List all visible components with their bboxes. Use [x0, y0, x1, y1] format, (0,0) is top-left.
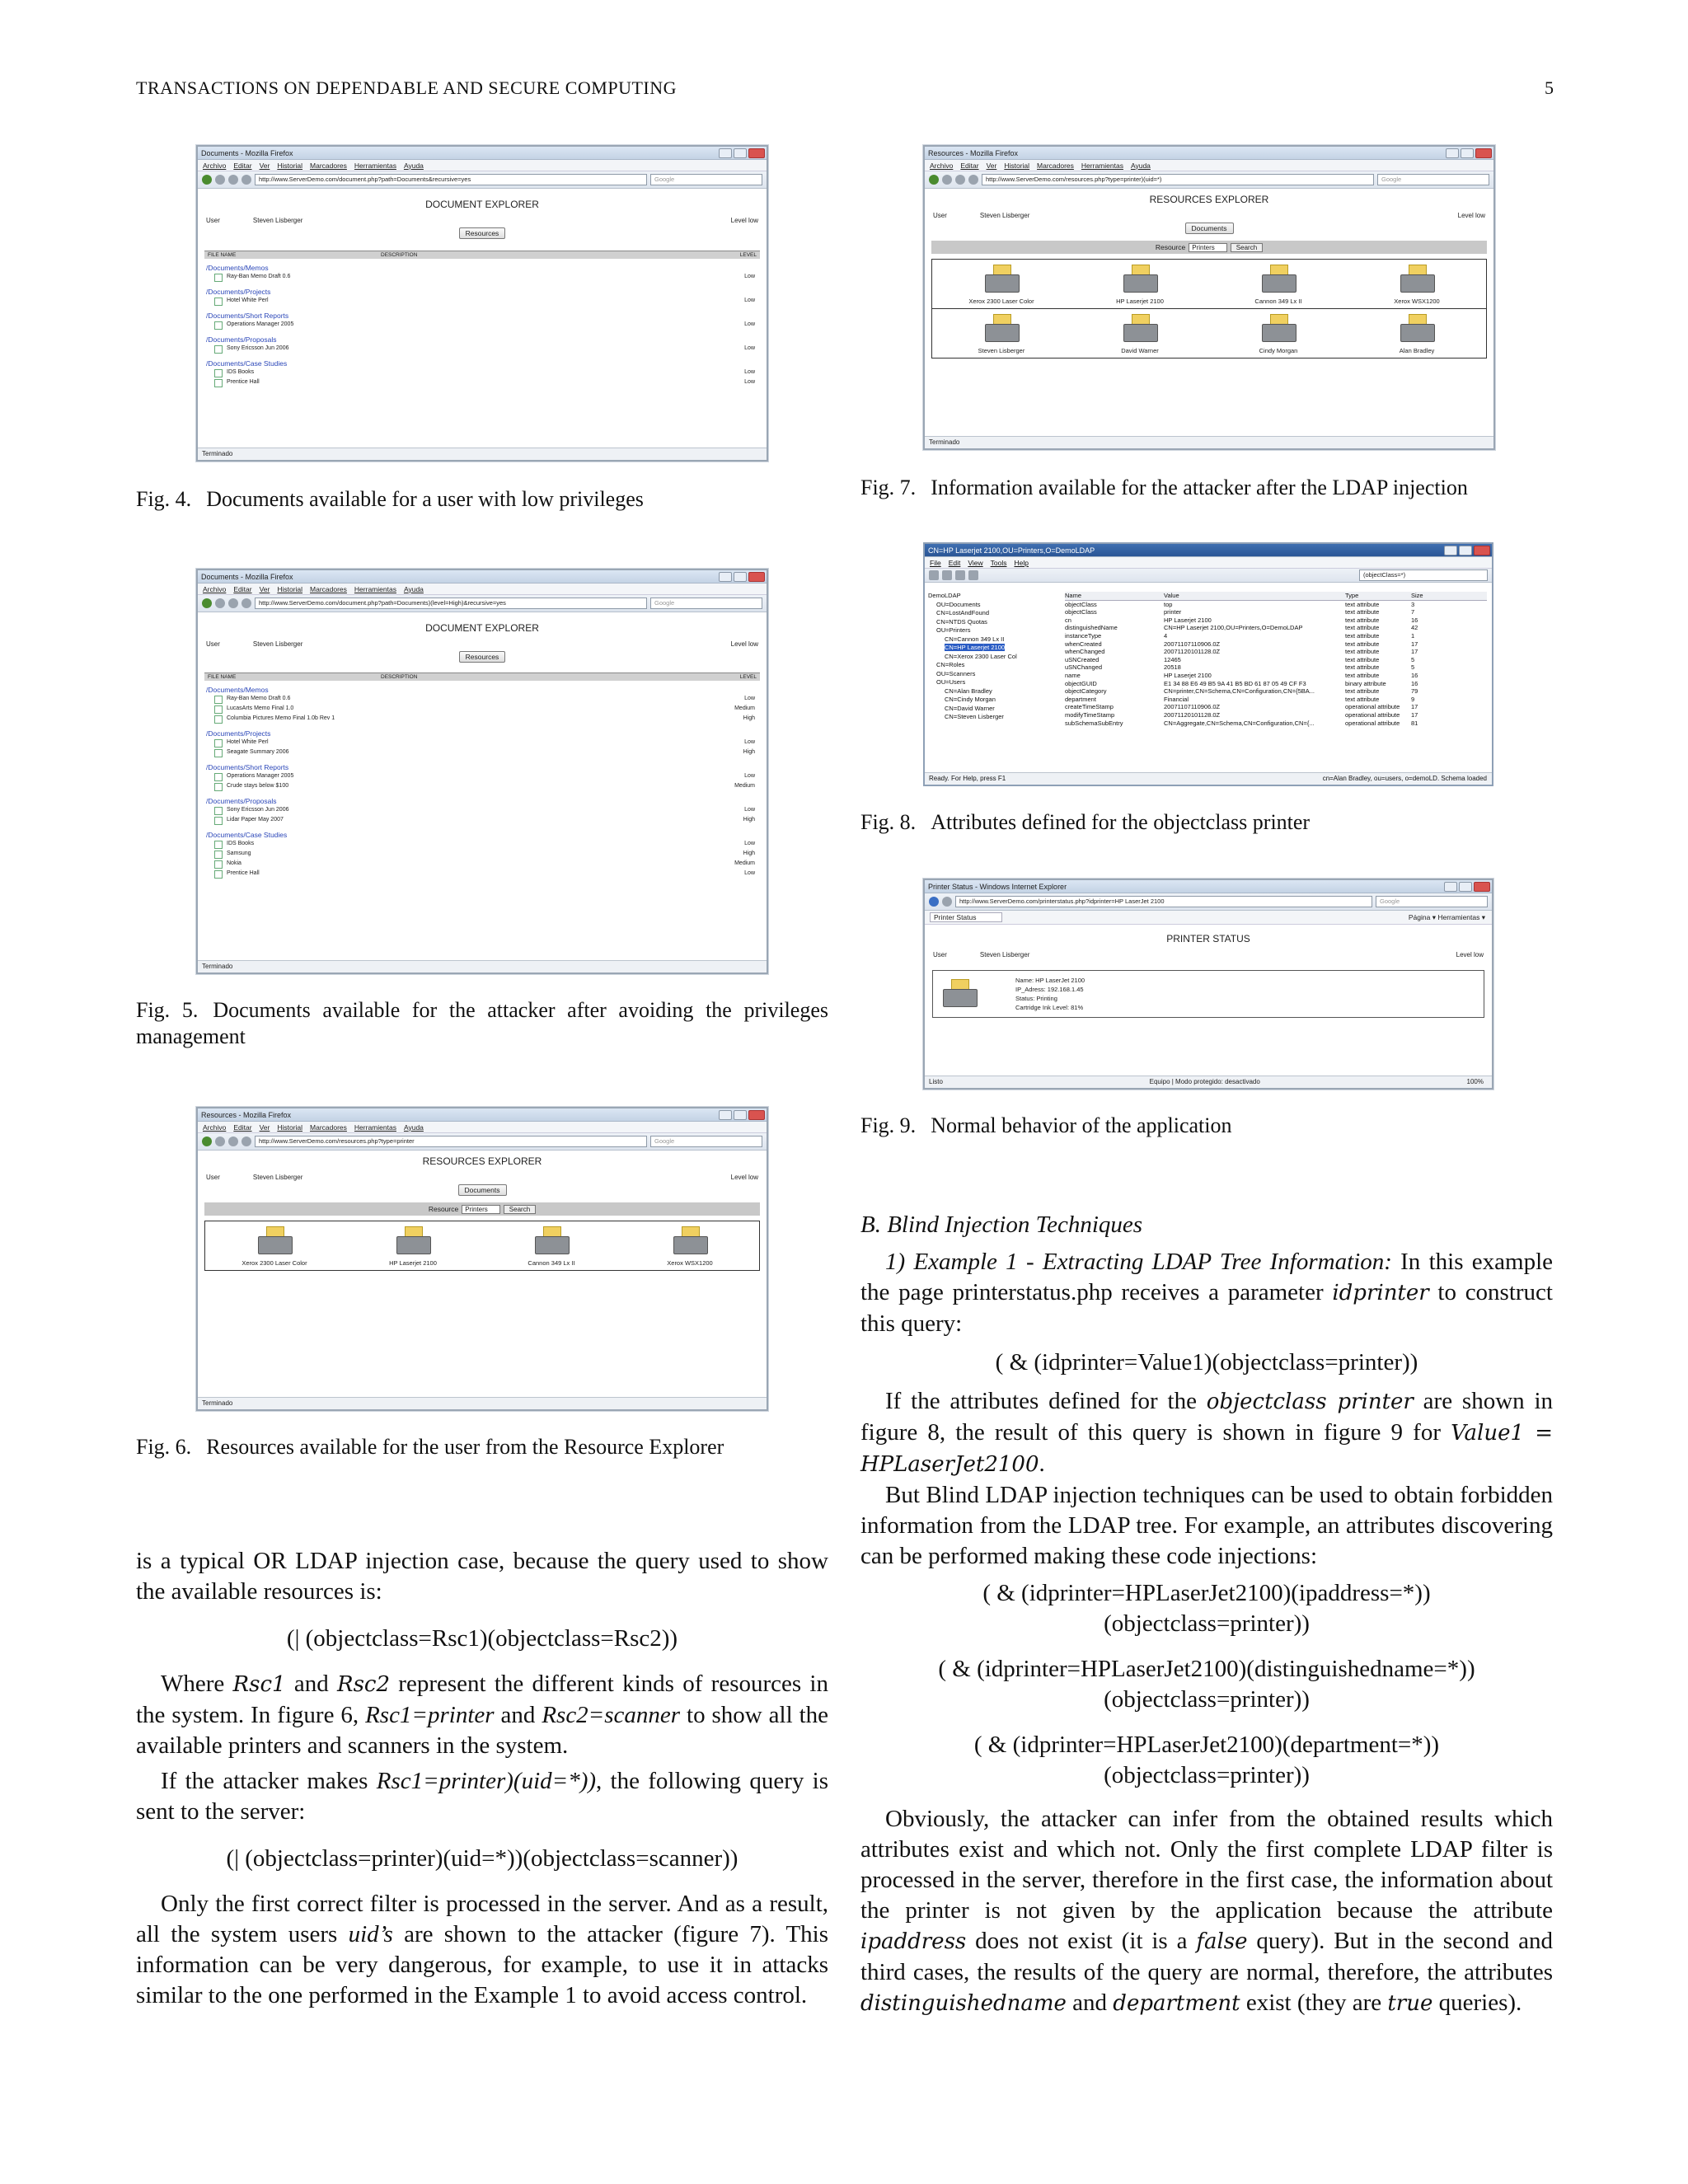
printer-item[interactable]: Xerox 2300 Laser Color	[952, 265, 1051, 305]
search-button[interactable]: Search	[504, 1205, 536, 1214]
table-row[interactable]: uSNChanged 20518 text attribute 5	[1065, 663, 1415, 672]
document-icon	[214, 860, 223, 869]
back-icon[interactable]	[929, 175, 939, 185]
journal-header: TRANSACTIONS ON DEPENDABLE AND SECURE COMPUTING	[136, 77, 678, 98]
tree-node[interactable]: CN=NTDS Quotas	[936, 617, 987, 626]
ie-toolbar[interactable]: Página ▾ Herramientas ▾	[1408, 912, 1485, 921]
printer-icon	[1399, 265, 1435, 294]
tree-node[interactable]: OU=Scanners	[936, 669, 976, 677]
minimize-button[interactable]	[719, 1110, 732, 1120]
window-title: Resources - Mozilla Firefox	[928, 148, 1019, 157]
folder-link[interactable]: /Documents/Memos	[206, 686, 269, 694]
menu-marcadores[interactable]: Marcadores	[310, 161, 347, 170]
list-item: Sony Ericsson Jun 2006 Low	[204, 806, 760, 816]
paragraph: Where Rsc1 and Rsc2 represent the different kinds of resources in the system. In figure 6, Rsc1=printer and Rsc2=scanner to show all the available printers and scanners in the system.	[136, 1671, 829, 1759]
fig5-browser-window	[196, 569, 768, 974]
printer-icon	[533, 1226, 570, 1256]
list-item: IDS Books Low	[204, 368, 760, 378]
paragraph: Only the first correct filter is processed in the server. And as a result, all the system users uid’s are shown to the attacker (figure 7). This information can be very dangerous, for example, to use it in attacks similar to the one performed in the Example 1 to avoid access control.	[136, 1891, 828, 2008]
folder-link[interactable]: /Documents/Short Reports	[206, 763, 289, 771]
page-title: PRINTER STATUS	[1166, 933, 1250, 944]
printer-icon	[983, 314, 1020, 344]
menu-herramientas[interactable]: Herramientas	[354, 161, 396, 170]
folder-link[interactable]: /Documents/Proposals	[206, 335, 277, 344]
document-icon	[214, 851, 223, 859]
list-item: LucasArts Memo Final 1.0 Medium	[204, 705, 760, 715]
equation: ( & (idprinter=HPLaserJet2100)(ipaddress=*)) (objectclass=printer))	[982, 1580, 1431, 1637]
paragraph: 1) Example 1 - Extracting LDAP Tree Information: In this example the page printerstatus.php receives a parameter idprinter to construct this query:	[860, 1249, 1553, 1337]
printer-item[interactable]: Cannon 349 Lx II	[1229, 265, 1328, 305]
list-item: Hotel White Perl Low	[204, 738, 760, 748]
tree-node[interactable]: CN=Xerox 2300 Laser Col	[945, 652, 1017, 660]
resources-button[interactable]: Resources	[459, 227, 506, 239]
menu-archivo[interactable]: Archivo	[203, 161, 227, 170]
paragraph: But Blind LDAP injection techniques can be used to obtain forbidden information from the LDAP tree. For example, an attributes discovering can be performed making these code injections:	[860, 1482, 1553, 1569]
list-item: Lidar Paper May 2007 High	[204, 816, 760, 826]
close-button[interactable]	[748, 148, 765, 158]
resource-select[interactable]: Printers	[462, 1205, 500, 1214]
document-icon	[214, 369, 223, 377]
documents-button[interactable]: Documents	[1185, 223, 1234, 234]
col-file: FILE NAME	[208, 252, 237, 258]
paragraph: is a typical OR LDAP injection case, because the query used to show the available resources is:	[136, 1548, 828, 1605]
back-icon[interactable]	[202, 1137, 212, 1146]
folder-link[interactable]: /Documents/Projects	[206, 729, 271, 738]
printer-item[interactable]: Xerox 2300 Laser Color	[225, 1226, 324, 1267]
menu-archivo[interactable]: Archivo	[203, 1122, 227, 1132]
tree-node[interactable]: DemoLDAP	[928, 592, 961, 599]
minimize-button[interactable]	[1446, 148, 1459, 158]
user-item[interactable]: Alan Bradley	[1367, 314, 1466, 354]
fig4-browser-window	[196, 145, 768, 462]
folder-link[interactable]: /Documents/Memos	[206, 264, 269, 272]
menu-ayuda[interactable]: Ayuda	[403, 584, 424, 593]
page-title: RESOURCES EXPLORER	[1149, 194, 1269, 205]
menu-herramientas[interactable]: Herramientas	[1081, 161, 1123, 170]
status-bar: Terminado	[198, 1397, 767, 1409]
search-input[interactable]: Google	[650, 1136, 762, 1147]
list-item: Crude stays below $100 Medium	[204, 782, 760, 792]
status-bar: Terminado	[925, 436, 1493, 448]
table-row[interactable]: subSchemaSubEntry CN=Aggregate,CN=Schema,CN=Configuration,CN={... operational attribute 81	[1065, 719, 1418, 727]
close-button[interactable]	[1474, 546, 1490, 555]
paragraph: If the attributes defined for the objectclass printer are shown in figure 8, the result of this query is shown in figure 9 for Value1 = HPLaserJet2100.	[860, 1388, 1554, 1477]
menu-marcadores[interactable]: Marcadores	[310, 584, 347, 593]
window-title: Documents - Mozilla Firefox	[201, 148, 293, 157]
printer-name: Name: HP LaserJet 2100	[1015, 977, 1085, 984]
printer-info-box	[932, 970, 1484, 1018]
minimize-button[interactable]	[719, 572, 732, 582]
menu-marcadores[interactable]: Marcadores	[310, 1122, 347, 1132]
paragraph: Obviously, the attacker can infer from the obtained results which attributes exist and which not. Only the first complete LDAP filter is processed in the server, therefore in the first case, the information about the printer is not given by the application because the attribute ipaddress does not exist (it is a false query). But in the second and third cases, the results of the query are normal, therefore, the attributes distinguishedname and department exist (they are true queries).	[860, 1806, 1553, 2016]
maximize-button[interactable]	[1459, 882, 1472, 892]
tree-node[interactable]: CN=David Warner	[945, 704, 995, 712]
url-input[interactable]: http://www.ServerDemo.com/resources.php?type=printer)(uid=*)	[982, 174, 1374, 185]
printer-icon	[672, 1226, 708, 1256]
table-row[interactable]: cn HP Laserjet 2100 text attribute 16	[1065, 616, 1418, 624]
fig8-ldap-browser-window	[923, 542, 1493, 786]
list-item: IDS Books Low	[204, 840, 760, 850]
list-item: Seagate Summary 2006 High	[204, 748, 760, 758]
document-icon	[214, 807, 223, 815]
equation: (| (objectclass=printer)(uid=*))(objectclass=scanner))	[226, 1845, 738, 1872]
forward-icon[interactable]	[215, 175, 225, 185]
tree-node[interactable]: CN=Cannon 349 Lx II	[945, 635, 1005, 643]
table-row[interactable]: objectGUID E1 34 88 E6 49 B5 9A 41 B5 BD 61 87 05 49 CF F3 binary attribute 16	[1065, 679, 1418, 687]
table-row[interactable]: department Financial text attribute 9	[1065, 695, 1415, 703]
zoom-level[interactable]: 100%	[1466, 1078, 1484, 1085]
document-icon	[214, 739, 223, 748]
user-name: Steven Lisberger	[252, 217, 303, 224]
maximize-button[interactable]	[734, 572, 747, 582]
user-name: Steven Lisberger	[252, 640, 303, 648]
tree-node[interactable]: OU=Users	[936, 678, 966, 686]
document-icon	[214, 345, 223, 354]
document-icon	[214, 298, 223, 306]
document-icon	[214, 773, 223, 781]
list-item: Ray-Ban Memo Draft 0.6 Low	[204, 695, 760, 705]
search-input[interactable]: Google	[1377, 174, 1489, 185]
forward-icon[interactable]	[215, 598, 225, 608]
menu-ayuda[interactable]: Ayuda	[403, 1122, 424, 1132]
col-level: LEVEL	[739, 674, 757, 680]
page-number: 5	[1545, 77, 1554, 98]
list-item: Hotel White Perl Low	[204, 297, 760, 307]
printer-icon	[395, 1226, 431, 1256]
printer-item[interactable]: HP Laserjet 2100	[363, 1226, 462, 1267]
user-item[interactable]: Steven Lisberger	[952, 314, 1051, 354]
tree-node[interactable]: CN=Alan Bradley	[945, 687, 992, 695]
back-icon[interactable]	[202, 598, 212, 608]
fig6-browser-window	[196, 1107, 768, 1411]
tree-node[interactable]: CN=Cindy Morgan	[945, 696, 996, 703]
menu-ver[interactable]: Ver	[259, 584, 270, 593]
list-item: Samsung High	[204, 850, 760, 860]
printer-row	[931, 259, 1487, 309]
user-level: Level low	[730, 217, 758, 224]
list-item: Operations Manager 2005 Low	[204, 321, 760, 330]
printer-item[interactable]: Xerox WSX1200	[1367, 265, 1466, 305]
maximize-button[interactable]	[1459, 546, 1472, 555]
menu-bar	[925, 557, 1492, 569]
toolbar-icon[interactable]	[942, 570, 952, 580]
fig9-ie-window	[923, 879, 1493, 1090]
col-desc: DESCRIPTION	[381, 252, 418, 258]
window-title: Resources - Mozilla Firefox	[201, 1110, 292, 1119]
reload-icon[interactable]	[955, 175, 965, 185]
document-icon	[214, 696, 223, 704]
back-icon[interactable]	[202, 175, 212, 185]
folder-link[interactable]: /Documents/Short Reports	[206, 312, 289, 320]
window-title: Printer Status - Windows Internet Explorer	[928, 882, 1067, 891]
menu-ver[interactable]: Ver	[259, 161, 270, 170]
fig4-caption: Fig. 4. Documents available for a user with low privileges	[136, 487, 644, 511]
folder-link[interactable]: /Documents/Case Studies	[206, 831, 288, 839]
home-icon[interactable]	[241, 598, 251, 608]
filter-input[interactable]: (objectClass=*)	[1359, 569, 1488, 581]
printer-icon	[1260, 314, 1296, 344]
printer-item[interactable]: HP Laserjet 2100	[1090, 265, 1189, 305]
tree-node-selected[interactable]: CN=HP Laserjet 2100	[945, 644, 1006, 651]
table-row[interactable]: objectClass top text attribute 3	[1065, 600, 1415, 608]
menu-tools[interactable]: Tools	[990, 558, 1007, 567]
user-level: Level low	[730, 640, 758, 648]
url-input[interactable]: http://www.ServerDemo.com/document.php?path=Documents&recursive=yes	[255, 174, 647, 185]
menu-bar	[925, 160, 1493, 171]
window-title: Documents - Mozilla Firefox	[201, 572, 293, 581]
menu-bar	[198, 160, 767, 171]
url-input[interactable]: http://www.ServerDemo.com/resources.php?type=printer	[255, 1136, 647, 1147]
table-row[interactable]: uSNCreated 12465 text attribute 5	[1065, 655, 1415, 663]
menu-herramientas[interactable]: Herramientas	[354, 1122, 396, 1132]
printer-icon	[1122, 314, 1158, 344]
right-column-text	[860, 1210, 1553, 2019]
home-icon[interactable]	[968, 175, 978, 185]
user-level: Level low	[1457, 212, 1485, 219]
document-icon	[214, 870, 223, 879]
menu-ver[interactable]: Ver	[986, 161, 997, 170]
printer-icon	[256, 1226, 293, 1256]
resources-button[interactable]: Resources	[459, 651, 506, 663]
user-label: User	[206, 217, 220, 224]
home-icon[interactable]	[241, 175, 251, 185]
page-title: DOCUMENT EXPLORER	[425, 199, 539, 210]
status-bar: Terminado	[198, 960, 767, 972]
ldap-tree	[928, 592, 1043, 722]
menu-archivo[interactable]: Archivo	[203, 584, 227, 593]
fig6-caption: Fig. 6. Resources available for the user from the Resource Explorer	[136, 1435, 724, 1459]
maximize-button[interactable]	[734, 1110, 747, 1120]
menu-edit[interactable]: Edit	[948, 558, 961, 567]
menu-ayuda[interactable]: Ayuda	[403, 161, 424, 170]
menu-historial[interactable]: Historial	[277, 1122, 303, 1132]
menu-file[interactable]: File	[930, 558, 941, 567]
user-label: User	[206, 640, 220, 648]
table-row[interactable]: instanceType 4 text attribute 1	[1065, 631, 1415, 640]
url-input[interactable]: http://www.ServerDemo.com/printerstatus.php?idprinter=HP LaserJet 2100	[955, 896, 1372, 907]
window-title: CN=HP Laserjet 2100,OU=Printers,O=DemoLDAP	[928, 546, 1095, 555]
fig7-browser-window	[923, 145, 1495, 450]
document-icon	[214, 841, 223, 849]
minimize-button[interactable]	[719, 148, 732, 158]
toolbar-icon[interactable]	[955, 570, 965, 580]
printer-icon	[1260, 265, 1296, 294]
col-file: FILE NAME	[208, 674, 237, 680]
printer-row	[204, 1221, 760, 1271]
equation: ( & (idprinter=Value1)(objectclass=printer))	[995, 1349, 1418, 1376]
table-row[interactable]: whenChanged 20071120101128.0Z text attribute 17	[1065, 648, 1418, 656]
user-row	[931, 309, 1487, 359]
menu-bar	[198, 583, 767, 595]
document-icon	[214, 705, 223, 714]
document-icon	[214, 783, 223, 791]
printer-item[interactable]: Xerox WSX1200	[640, 1226, 739, 1267]
tab-printer-status[interactable]: Printer Status	[930, 912, 1002, 922]
close-button[interactable]	[748, 572, 765, 582]
menu-bar	[198, 1122, 767, 1133]
user-label: User	[933, 212, 947, 219]
printer-ip: IP_Adress: 192.168.1.45	[1015, 986, 1084, 993]
document-icon	[214, 715, 223, 724]
maximize-button[interactable]	[1461, 148, 1474, 158]
maximize-button[interactable]	[734, 148, 747, 158]
col-level: LEVEL	[739, 252, 757, 258]
list-item: Prentice Hall Low	[204, 378, 760, 388]
menu-view[interactable]: View	[968, 558, 983, 567]
col-desc: DESCRIPTION	[381, 674, 418, 680]
section-heading: B. Blind Injection Techniques	[860, 1212, 1143, 1238]
document-icon	[214, 749, 223, 757]
documents-button[interactable]: Documents	[458, 1184, 507, 1196]
user-name: Steven Lisberger	[979, 951, 1030, 958]
menu-editar[interactable]: Editar	[960, 161, 979, 170]
folder-link[interactable]: /Documents/Proposals	[206, 797, 277, 805]
paragraph: If the attacker makes Rsc1=printer)(uid=*)), the following query is sent to the server:	[136, 1768, 828, 1825]
folder-link[interactable]: /Documents/Projects	[206, 288, 271, 296]
menu-ver[interactable]: Ver	[259, 1122, 270, 1132]
table-row[interactable]: objectClass printer text attribute 7	[1065, 608, 1415, 616]
user-label: User	[206, 1174, 220, 1181]
equation: ( & (idprinter=HPLaserJet2100)(distinguishedname=*)) (objectclass=printer))	[938, 1656, 1475, 1713]
printer-item[interactable]: Cannon 349 Lx II	[502, 1226, 601, 1267]
document-icon	[214, 379, 223, 387]
table-row[interactable]: name HP Laserjet 2100 text attribute 16	[1065, 671, 1418, 679]
printer-icon	[983, 265, 1020, 294]
menu-editar[interactable]: Editar	[233, 584, 252, 593]
fig5-caption: Fig. 5. Documents available for the attacker after avoiding the privileges management	[136, 998, 829, 1048]
menu-historial[interactable]: Historial	[277, 584, 303, 593]
reload-icon[interactable]	[228, 175, 238, 185]
menu-help[interactable]: Help	[1014, 558, 1029, 567]
search-input[interactable]: Google	[1376, 896, 1488, 907]
url-input[interactable]: http://www.ServerDemo.com/document.php?path=Documents)(level=High)&recursive=yes	[255, 598, 647, 609]
table-row[interactable]: modifyTimeStamp 20071120101128.0Z operational attribute 17	[1065, 710, 1418, 719]
table-row[interactable]: distinguishedName CN=HP Laserjet 2100,OU=Printers,O=DemoLDAP text attribute 42	[1065, 624, 1418, 632]
close-button[interactable]	[1474, 882, 1490, 892]
search-button[interactable]: Search	[1231, 243, 1263, 252]
close-button[interactable]	[748, 1110, 765, 1120]
printer-status: Status: Printing	[1015, 995, 1057, 1002]
user-name: Steven Lisberger	[252, 1174, 303, 1181]
tree-node[interactable]: OU=Documents	[936, 600, 981, 608]
minimize-button[interactable]	[1444, 546, 1457, 555]
list-item: Sony Ericsson Jun 2006 Low	[204, 344, 760, 354]
reload-icon[interactable]	[228, 1137, 238, 1146]
list-item: Prentice Hall Low	[204, 869, 760, 879]
user-name: Steven Lisberger	[979, 212, 1030, 219]
fig8-caption: Fig. 8. Attributes defined for the objectclass printer	[860, 810, 1311, 834]
printer-icon	[941, 979, 978, 1009]
document-icon	[214, 817, 223, 825]
list-item: Nokia Medium	[204, 860, 760, 869]
table-row[interactable]: whenCreated 20071107110906.0Z text attribute 17	[1065, 640, 1418, 648]
resource-label: Resource	[428, 1205, 459, 1213]
list-item: Ray-Ban Memo Draft 0.6 Low	[204, 273, 760, 283]
status-bar: Terminado	[198, 448, 767, 460]
resource-select[interactable]: Printers	[1189, 243, 1227, 252]
fig9-caption: Fig. 9. Normal behavior of the application	[860, 1113, 1232, 1137]
list-item: Operations Manager 2005 Low	[204, 772, 760, 782]
menu-editar[interactable]: Editar	[233, 161, 252, 170]
search-input[interactable]: Google	[650, 598, 762, 609]
forward-icon[interactable]	[942, 897, 952, 907]
equation: (| (objectclass=Rsc1)(objectclass=Rsc2))	[286, 1625, 678, 1652]
document-icon	[214, 321, 223, 330]
menu-editar[interactable]: Editar	[233, 1122, 252, 1132]
printer-ink: Cartridge Ink Level: 81%	[1015, 1004, 1084, 1011]
status-bar: Listo Equipo | Modo protegido: desactivado 100%	[925, 1076, 1492, 1088]
toolbar-icon[interactable]	[929, 570, 939, 580]
document-icon	[214, 274, 223, 282]
equation: ( & (idprinter=HPLaserJet2100)(department=*)) (objectclass=printer))	[973, 1732, 1440, 1788]
document-list	[204, 251, 760, 388]
table-row[interactable]: objectCategory CN=printer,CN=Schema,CN=Configuration,CN={5BA... text attribute 79	[1065, 687, 1418, 696]
list-item: Columbia Pictures Memo Final 1.0b Rev 1 High	[204, 715, 760, 724]
fig7-caption: Fig. 7. Information available for the attacker after the LDAP injection	[860, 476, 1468, 499]
table-row[interactable]: createTimeStamp 20071107110906.0Z operational attribute 17	[1065, 703, 1418, 711]
tree-node[interactable]: CN=Roles	[936, 661, 965, 668]
back-icon[interactable]	[929, 897, 939, 907]
printer-icon	[1122, 265, 1158, 294]
home-icon[interactable]	[241, 1137, 251, 1146]
minimize-button[interactable]	[1444, 882, 1457, 892]
tree-node[interactable]: CN=LostAndFound	[936, 609, 989, 616]
forward-icon[interactable]	[942, 175, 952, 185]
user-item[interactable]: David Warner	[1090, 314, 1189, 354]
menu-ayuda[interactable]: Ayuda	[1130, 161, 1151, 170]
menu-archivo[interactable]: Archivo	[930, 161, 954, 170]
status-bar: Ready. For Help, press F1 cn=Alan Bradley, ou=users, o=demoLD. Schema loaded	[925, 772, 1492, 785]
close-button[interactable]	[1475, 148, 1492, 158]
left-column-text	[136, 1546, 828, 2011]
page-title: DOCUMENT EXPLORER	[425, 622, 539, 634]
tree-node[interactable]: OU=Printers	[936, 626, 971, 634]
printer-icon	[1399, 314, 1435, 344]
resource-label: Resource	[1155, 243, 1186, 251]
page-title: RESOURCES EXPLORER	[422, 1155, 542, 1167]
search-input[interactable]: Google	[650, 174, 762, 185]
toolbar-icon[interactable]	[968, 570, 978, 580]
menu-marcadores[interactable]: Marcadores	[1037, 161, 1074, 170]
user-level: Level low	[1456, 951, 1484, 958]
folder-link[interactable]: /Documents/Case Studies	[206, 359, 288, 368]
forward-icon[interactable]	[215, 1137, 225, 1146]
user-label: User	[933, 951, 947, 958]
user-level: Level low	[730, 1174, 758, 1181]
user-item[interactable]: Cindy Morgan	[1229, 314, 1328, 354]
document-list	[204, 673, 760, 879]
menu-historial[interactable]: Historial	[277, 161, 303, 170]
menu-historial[interactable]: Historial	[1004, 161, 1030, 170]
attribute-table: Name Value Type Size objectClass top text attribute 3 objectClass printer text attribute 7 cn HP Laserjet 2100 text attribute 16 distinguishedName CN=HP Laserjet 2100,OU=Printers,O=DemoLDAP text attribute 42 instanceType 4 text attribute 1 whenCreated 20071107110906.0Z text attribute 17 whenChanged 20071120101128.0Z text attribute 17 uSNCreated 12465 text attribute 5 uSNChanged 20518 text attribute 5 name HP Laserjet 2100 text attribute 16 objectGUID E1 34 88 E6 49 B5 9A 41 B5 BD 61 87 05 49 CF F3 binary attribute 16 objectCategory CN=printer,CN=Schema,CN=Configuration,CN={5BA... text attribute 79 department Financial text attribute 9 createTimeStamp 20071107110906.0Z operational attribute 17 modifyTimeStamp 20071120101128.0Z operational attribute 17 subSchemaSubEntry CN=Aggregate,CN=Schema,CN=Configuration,CN={... operational attribute 81	[1065, 592, 1487, 727]
reload-icon[interactable]	[228, 598, 238, 608]
menu-herramientas[interactable]: Herramientas	[354, 584, 396, 593]
tree-node[interactable]: CN=Steven Lisberger	[945, 713, 1004, 720]
